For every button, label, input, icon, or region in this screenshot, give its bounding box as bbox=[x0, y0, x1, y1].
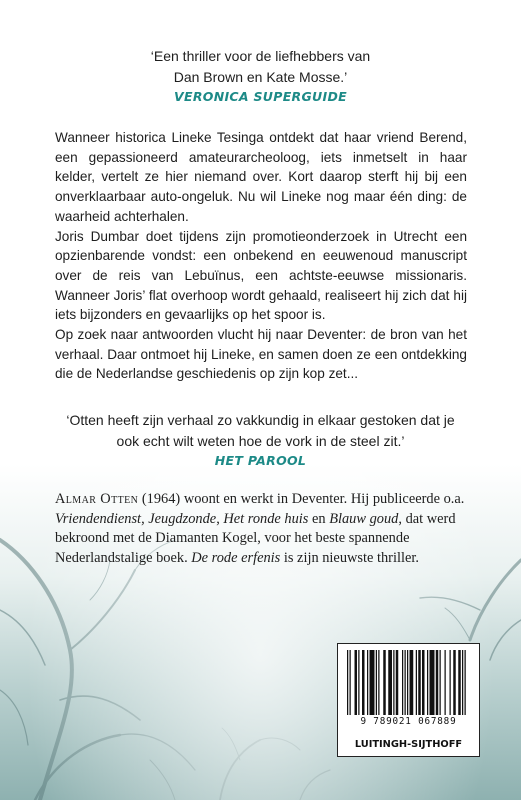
barcode-bar bbox=[422, 650, 425, 715]
barcode bbox=[345, 650, 471, 715]
barcode-bar bbox=[396, 650, 399, 715]
quote-line: ook echt wilt weten hoe de vork in de steel zit.’ bbox=[116, 432, 405, 449]
barcode-bar bbox=[453, 650, 456, 715]
barcode-bar bbox=[378, 650, 379, 715]
barcode-bar bbox=[450, 650, 451, 715]
barcode-bar bbox=[445, 650, 446, 715]
barcode-bar bbox=[367, 650, 368, 715]
book-title: Het ronde huis bbox=[223, 510, 309, 527]
barcode-bar bbox=[350, 650, 351, 715]
barcode-bar bbox=[376, 650, 377, 715]
barcode-bar bbox=[370, 650, 375, 715]
barcode-bar bbox=[465, 650, 466, 715]
barcode-bar bbox=[407, 650, 408, 715]
barcode-bar bbox=[462, 650, 463, 715]
publisher-name: LUITINGH-SIJTHOFF bbox=[354, 739, 463, 750]
book-title: Jeugdzonde bbox=[148, 510, 217, 527]
barcode-bar bbox=[402, 650, 403, 715]
barcode-bar bbox=[430, 650, 435, 715]
isbn-barcode-box bbox=[337, 643, 480, 757]
book-title: Vriendendienst bbox=[55, 510, 142, 527]
barcode-bar bbox=[358, 650, 359, 715]
author-name: Almar Otten bbox=[55, 491, 139, 507]
barcode-bar bbox=[436, 650, 439, 715]
quote-line: ‘Otten heeft zijn verhaal zo vakkundig in elkaar gestoken dat je bbox=[66, 412, 455, 428]
barcode-bar bbox=[418, 650, 421, 715]
synopsis-paragraph: Joris Dumbar doet tijdens zijn promotieonderzoek in Utrecht een opzienbarende vondst: een onbekend en eeuwenoud manuscript over de reis van Lebuïnus, een achtste-eeuwse missionaris. Wanneer Joris’ flat overhoop wordt gehaald, realiseert hij zich dat hij iets bijzonders en gevaarlijks op het spoor is. bbox=[55, 228, 467, 323]
book-title: Blauw goud bbox=[329, 510, 399, 527]
isbn-number: 9 789021 067889 bbox=[360, 716, 457, 727]
review-quote-parool bbox=[0, 410, 521, 472]
synopsis bbox=[55, 128, 467, 384]
synopsis-paragraph: Wanneer historica Lineke Tesinga ontdekt dat haar vriend Berend, een gepassioneerd amateurarcheoloog, iets inmetselt in haar kelder, vertelt ze hier niemand over. Kort daarop sterft hij bij een onverklaarbaar auto-ongeluk. Nu wil Lineke nog maar één ding: de waarheid achterhalen. bbox=[55, 130, 467, 224]
book-title: De rode erfenis bbox=[191, 550, 281, 567]
barcode-bar bbox=[405, 650, 406, 715]
barcode-bar bbox=[458, 650, 461, 715]
quote-source: HET PAROOL bbox=[214, 453, 307, 468]
quote-source: VERONICA SUPERGUIDE bbox=[174, 89, 347, 104]
barcode-bar bbox=[362, 650, 365, 715]
barcode-bar bbox=[427, 650, 428, 715]
barcode-bar bbox=[393, 650, 394, 715]
barcode-bar bbox=[440, 650, 441, 715]
barcode-bar bbox=[416, 650, 417, 715]
quote-line: Dan Brown en Kate Mosse.’ bbox=[173, 68, 348, 85]
barcode-bar bbox=[388, 650, 392, 715]
author-bio: Almar Otten (1964) woont en werkt in Deventer. Hij publiceerde o.a. Vriendendienst, Jeugdzonde, Het ronde huis en Blauw goud, dat werd bekroond met de Diamanten Kogel, voor het beste spannende Nederlandstalige boek. De rode erfenis is zijn nieuwste thriller. bbox=[55, 491, 465, 567]
barcode-bar bbox=[347, 650, 348, 715]
quote-line: ‘Een thriller voor de liefhebbers van bbox=[150, 48, 371, 64]
barcode-bar bbox=[355, 650, 358, 715]
synopsis-paragraph: Op zoek naar antwoorden vlucht hij naar Deventer: de bron van het verhaal. Daar ontmoet hij Lineke, en samen doen ze een ontdekking die de Nederlandse geschiedenis op zijn kop zet... bbox=[55, 327, 467, 382]
barcode-bar bbox=[383, 650, 386, 715]
barcode-bar bbox=[410, 650, 414, 715]
review-quote-veronica bbox=[0, 46, 521, 108]
author-birth-year: (1964) bbox=[141, 491, 181, 507]
